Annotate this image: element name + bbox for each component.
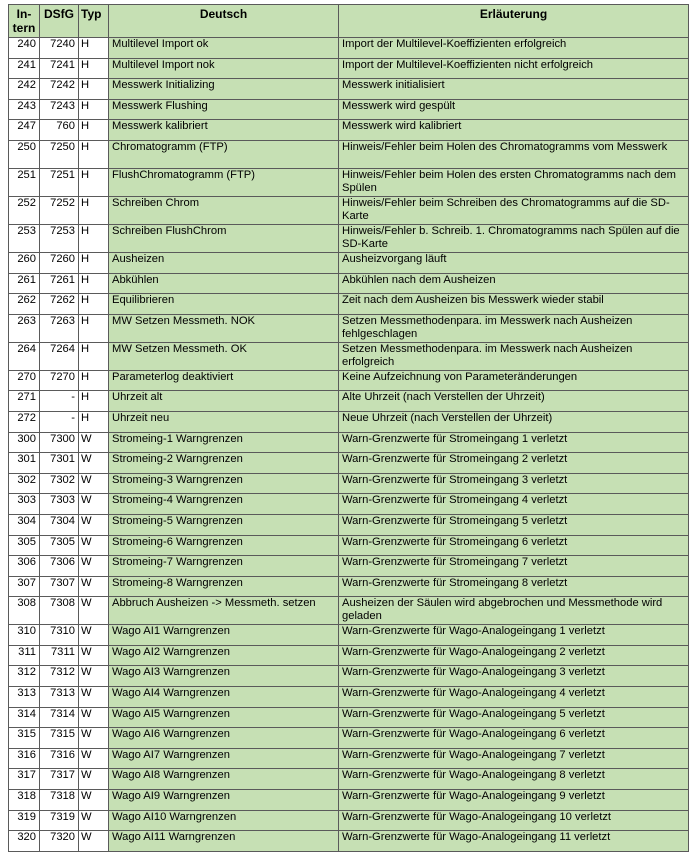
cell-typ: H xyxy=(79,411,109,432)
cell-intern: 318 xyxy=(9,790,40,811)
cell-deutsch: Ausheizen xyxy=(109,252,339,273)
header-typ: Typ xyxy=(79,5,109,38)
cell-erlaeuterung: Warn-Grenzwerte für Wago-Analogeingang 1 verletzt xyxy=(339,625,689,646)
cell-deutsch: Wago AI1 Warngrenzen xyxy=(109,625,339,646)
cell-intern: 241 xyxy=(9,58,40,79)
cell-typ: H xyxy=(79,99,109,120)
cell-erlaeuterung: Alte Uhrzeit (nach Verstellen der Uhrzeit) xyxy=(339,391,689,412)
cell-intern: 250 xyxy=(9,140,40,168)
cell-deutsch: Wago AI9 Warngrenzen xyxy=(109,790,339,811)
cell-intern: 304 xyxy=(9,514,40,535)
cell-dsfg: 7270 xyxy=(40,370,79,391)
table-row xyxy=(9,79,689,100)
table-row xyxy=(9,790,689,811)
cell-typ: H xyxy=(79,314,109,342)
cell-intern: 271 xyxy=(9,391,40,412)
table-row xyxy=(9,810,689,831)
cell-erlaeuterung: Warn-Grenzwerte für Stromeingang 3 verletzt xyxy=(339,473,689,494)
cell-erlaeuterung: Messwerk wird gespült xyxy=(339,99,689,120)
cell-erlaeuterung: Warn-Grenzwerte für Wago-Analogeingang 4 verletzt xyxy=(339,687,689,708)
cell-intern: 261 xyxy=(9,273,40,294)
cell-intern: 247 xyxy=(9,120,40,141)
table-row xyxy=(9,38,689,59)
cell-intern: 240 xyxy=(9,38,40,59)
cell-dsfg: 7313 xyxy=(40,687,79,708)
cell-typ: H xyxy=(79,342,109,370)
cell-deutsch: Abbruch Ausheizen -> Messmeth. setzen xyxy=(109,597,339,625)
table-row xyxy=(9,625,689,646)
table-row xyxy=(9,597,689,625)
cell-deutsch: Uhrzeit alt xyxy=(109,391,339,412)
cell-erlaeuterung: Warn-Grenzwerte für Stromeingang 8 verletzt xyxy=(339,576,689,597)
cell-typ: W xyxy=(79,748,109,769)
cell-deutsch: Abkühlen xyxy=(109,273,339,294)
cell-dsfg: 7253 xyxy=(40,224,79,252)
cell-deutsch: Wago AI10 Warngrenzen xyxy=(109,810,339,831)
cell-typ: H xyxy=(79,224,109,252)
table-row xyxy=(9,391,689,412)
cell-intern: 314 xyxy=(9,707,40,728)
table-row xyxy=(9,370,689,391)
cell-typ: H xyxy=(79,370,109,391)
cell-typ: W xyxy=(79,790,109,811)
cell-dsfg: 7262 xyxy=(40,294,79,315)
cell-intern: 264 xyxy=(9,342,40,370)
cell-erlaeuterung: Warn-Grenzwerte für Wago-Analogeingang 5 verletzt xyxy=(339,707,689,728)
cell-erlaeuterung: Warn-Grenzwerte für Wago-Analogeingang 9 verletzt xyxy=(339,790,689,811)
cell-deutsch: Schreiben Chrom xyxy=(109,196,339,224)
table-row xyxy=(9,707,689,728)
cell-typ: H xyxy=(79,168,109,196)
cell-typ: W xyxy=(79,576,109,597)
cell-intern: 306 xyxy=(9,556,40,577)
cell-dsfg: 7306 xyxy=(40,556,79,577)
cell-dsfg: 7242 xyxy=(40,79,79,100)
cell-deutsch: Wago AI4 Warngrenzen xyxy=(109,687,339,708)
table-row xyxy=(9,294,689,315)
cell-typ: W xyxy=(79,514,109,535)
cell-deutsch: Messwerk Flushing xyxy=(109,99,339,120)
cell-dsfg: 7263 xyxy=(40,314,79,342)
cell-typ: W xyxy=(79,666,109,687)
cell-dsfg: 7240 xyxy=(40,38,79,59)
cell-dsfg: 7303 xyxy=(40,494,79,515)
table-row xyxy=(9,514,689,535)
cell-deutsch: FlushChromatogramm (FTP) xyxy=(109,168,339,196)
cell-erlaeuterung: Messwerk initialisiert xyxy=(339,79,689,100)
table-row xyxy=(9,556,689,577)
cell-dsfg: 7315 xyxy=(40,728,79,749)
cell-typ: W xyxy=(79,810,109,831)
cell-dsfg: 7243 xyxy=(40,99,79,120)
cell-intern: 253 xyxy=(9,224,40,252)
cell-typ: H xyxy=(79,252,109,273)
cell-dsfg: 7251 xyxy=(40,168,79,196)
cell-typ: W xyxy=(79,728,109,749)
header-intern: In- tern xyxy=(9,5,40,38)
header-deutsch: Deutsch xyxy=(109,5,339,38)
cell-deutsch: Parameterlog deaktiviert xyxy=(109,370,339,391)
table-row xyxy=(9,687,689,708)
table-row xyxy=(9,432,689,453)
cell-deutsch: Stromeing-4 Warngrenzen xyxy=(109,494,339,515)
cell-intern: 272 xyxy=(9,411,40,432)
cell-deutsch: Stromeing-7 Warngrenzen xyxy=(109,556,339,577)
table-row xyxy=(9,314,689,342)
cell-dsfg: 760 xyxy=(40,120,79,141)
cell-erlaeuterung: Warn-Grenzwerte für Wago-Analogeingang 6 verletzt xyxy=(339,728,689,749)
cell-dsfg: 7307 xyxy=(40,576,79,597)
table-row xyxy=(9,453,689,474)
cell-intern: 316 xyxy=(9,748,40,769)
cell-typ: H xyxy=(79,79,109,100)
cell-erlaeuterung: Warn-Grenzwerte für Wago-Analogeingang 8 verletzt xyxy=(339,769,689,790)
header-erlaeuterung: Erläuterung xyxy=(339,5,689,38)
cell-dsfg: 7261 xyxy=(40,273,79,294)
cell-intern: 251 xyxy=(9,168,40,196)
cell-typ: H xyxy=(79,58,109,79)
cell-typ: W xyxy=(79,494,109,515)
cell-intern: 319 xyxy=(9,810,40,831)
cell-dsfg: 7318 xyxy=(40,790,79,811)
cell-dsfg: 7252 xyxy=(40,196,79,224)
cell-erlaeuterung: Import der Multilevel-Koeffizienten erfolgreich xyxy=(339,38,689,59)
table-row xyxy=(9,168,689,196)
cell-typ: W xyxy=(79,473,109,494)
cell-erlaeuterung: Setzen Messmethodenpara. im Messwerk nach Ausheizen erfolgreich xyxy=(339,342,689,370)
cell-deutsch: Stromeing-5 Warngrenzen xyxy=(109,514,339,535)
cell-intern: 270 xyxy=(9,370,40,391)
cell-intern: 260 xyxy=(9,252,40,273)
cell-erlaeuterung: Warn-Grenzwerte für Wago-Analogeingang 11 verletzt xyxy=(339,831,689,852)
table-row xyxy=(9,769,689,790)
cell-erlaeuterung: Hinweis/Fehler beim Holen des ersten Chromatogramms nach dem Spülen xyxy=(339,168,689,196)
cell-erlaeuterung: Warn-Grenzwerte für Stromeingang 6 verletzt xyxy=(339,535,689,556)
cell-typ: W xyxy=(79,597,109,625)
cell-deutsch: Stromeing-6 Warngrenzen xyxy=(109,535,339,556)
cell-erlaeuterung: Ausheizen der Säulen wird abgebrochen und Messmethode wird geladen xyxy=(339,597,689,625)
cell-deutsch: Wago AI8 Warngrenzen xyxy=(109,769,339,790)
cell-erlaeuterung: Warn-Grenzwerte für Stromeingang 1 verletzt xyxy=(339,432,689,453)
cell-deutsch: Wago AI6 Warngrenzen xyxy=(109,728,339,749)
cell-typ: W xyxy=(79,625,109,646)
cell-dsfg: 7260 xyxy=(40,252,79,273)
cell-deutsch: Wago AI2 Warngrenzen xyxy=(109,645,339,666)
cell-dsfg: 7317 xyxy=(40,769,79,790)
cell-dsfg: 7314 xyxy=(40,707,79,728)
cell-deutsch: Uhrzeit neu xyxy=(109,411,339,432)
cell-deutsch: Stromeing-1 Warngrenzen xyxy=(109,432,339,453)
cell-intern: 317 xyxy=(9,769,40,790)
cell-typ: W xyxy=(79,556,109,577)
cell-erlaeuterung: Hinweis/Fehler b. Schreib. 1. Chromatogramms nach Spülen auf die SD-Karte xyxy=(339,224,689,252)
cell-intern: 302 xyxy=(9,473,40,494)
meldungen-table-container xyxy=(8,4,689,852)
cell-erlaeuterung: Zeit nach dem Ausheizen bis Messwerk wieder stabil xyxy=(339,294,689,315)
cell-intern: 262 xyxy=(9,294,40,315)
cell-deutsch: Messwerk Initializing xyxy=(109,79,339,100)
cell-intern: 303 xyxy=(9,494,40,515)
table-row xyxy=(9,58,689,79)
cell-deutsch: Messwerk kalibriert xyxy=(109,120,339,141)
cell-erlaeuterung: Keine Aufzeichnung von Parameteränderungen xyxy=(339,370,689,391)
table-row xyxy=(9,273,689,294)
cell-dsfg: 7319 xyxy=(40,810,79,831)
table-row xyxy=(9,411,689,432)
cell-typ: W xyxy=(79,535,109,556)
table-row xyxy=(9,99,689,120)
cell-erlaeuterung: Warn-Grenzwerte für Stromeingang 2 verletzt xyxy=(339,453,689,474)
cell-deutsch: Wago AI5 Warngrenzen xyxy=(109,707,339,728)
cell-typ: W xyxy=(79,687,109,708)
cell-intern: 307 xyxy=(9,576,40,597)
table-row xyxy=(9,494,689,515)
cell-dsfg: 7316 xyxy=(40,748,79,769)
table-row xyxy=(9,831,689,852)
cell-intern: 310 xyxy=(9,625,40,646)
table-row xyxy=(9,473,689,494)
cell-erlaeuterung: Hinweis/Fehler beim Schreiben des Chromatogramms auf die SD-Karte xyxy=(339,196,689,224)
table-row xyxy=(9,224,689,252)
cell-erlaeuterung: Abkühlen nach dem Ausheizen xyxy=(339,273,689,294)
cell-dsfg: 7308 xyxy=(40,597,79,625)
cell-deutsch: Chromatogramm (FTP) xyxy=(109,140,339,168)
table-row xyxy=(9,342,689,370)
cell-intern: 312 xyxy=(9,666,40,687)
cell-erlaeuterung: Setzen Messmethodenpara. im Messwerk nach Ausheizen fehlgeschlagen xyxy=(339,314,689,342)
cell-intern: 243 xyxy=(9,99,40,120)
cell-deutsch: Stromeing-2 Warngrenzen xyxy=(109,453,339,474)
cell-deutsch: Stromeing-3 Warngrenzen xyxy=(109,473,339,494)
cell-intern: 313 xyxy=(9,687,40,708)
cell-intern: 242 xyxy=(9,79,40,100)
cell-erlaeuterung: Warn-Grenzwerte für Wago-Analogeingang 2 verletzt xyxy=(339,645,689,666)
cell-intern: 263 xyxy=(9,314,40,342)
table-row xyxy=(9,120,689,141)
cell-dsfg: - xyxy=(40,391,79,412)
cell-deutsch: Schreiben FlushChrom xyxy=(109,224,339,252)
table-body xyxy=(9,38,689,852)
cell-intern: 252 xyxy=(9,196,40,224)
header-row xyxy=(9,5,689,38)
cell-dsfg: 7264 xyxy=(40,342,79,370)
cell-dsfg: 7312 xyxy=(40,666,79,687)
cell-deutsch: Multilevel Import ok xyxy=(109,38,339,59)
cell-dsfg: 7301 xyxy=(40,453,79,474)
cell-erlaeuterung: Import der Multilevel-Koeffizienten nicht erfolgreich xyxy=(339,58,689,79)
cell-typ: H xyxy=(79,273,109,294)
cell-erlaeuterung: Warn-Grenzwerte für Wago-Analogeingang 7 verletzt xyxy=(339,748,689,769)
cell-intern: 305 xyxy=(9,535,40,556)
cell-typ: W xyxy=(79,831,109,852)
cell-deutsch: Equilibrieren xyxy=(109,294,339,315)
cell-dsfg: 7304 xyxy=(40,514,79,535)
cell-deutsch: Stromeing-8 Warngrenzen xyxy=(109,576,339,597)
table-row xyxy=(9,140,689,168)
meldungen-table xyxy=(8,4,689,852)
cell-dsfg: 7302 xyxy=(40,473,79,494)
table-row xyxy=(9,728,689,749)
cell-erlaeuterung: Warn-Grenzwerte für Stromeingang 5 verletzt xyxy=(339,514,689,535)
cell-typ: H xyxy=(79,196,109,224)
cell-deutsch: Wago AI3 Warngrenzen xyxy=(109,666,339,687)
table-row xyxy=(9,535,689,556)
cell-dsfg: 7305 xyxy=(40,535,79,556)
cell-erlaeuterung: Neue Uhrzeit (nach Verstellen der Uhrzeit) xyxy=(339,411,689,432)
cell-typ: W xyxy=(79,453,109,474)
cell-intern: 320 xyxy=(9,831,40,852)
cell-typ: H xyxy=(79,140,109,168)
cell-erlaeuterung: Hinweis/Fehler beim Holen des Chromatogramms vom Messwerk xyxy=(339,140,689,168)
cell-intern: 308 xyxy=(9,597,40,625)
cell-erlaeuterung: Warn-Grenzwerte für Wago-Analogeingang 10 verletzt xyxy=(339,810,689,831)
table-row xyxy=(9,252,689,273)
cell-intern: 311 xyxy=(9,645,40,666)
cell-erlaeuterung: Messwerk wird kalibriert xyxy=(339,120,689,141)
cell-typ: W xyxy=(79,769,109,790)
cell-deutsch: MW Setzen Messmeth. OK xyxy=(109,342,339,370)
cell-typ: H xyxy=(79,120,109,141)
cell-erlaeuterung: Warn-Grenzwerte für Wago-Analogeingang 3 verletzt xyxy=(339,666,689,687)
cell-dsfg: - xyxy=(40,411,79,432)
table-row xyxy=(9,666,689,687)
cell-deutsch: Wago AI7 Warngrenzen xyxy=(109,748,339,769)
cell-erlaeuterung: Warn-Grenzwerte für Stromeingang 7 verletzt xyxy=(339,556,689,577)
table-header xyxy=(9,5,689,38)
cell-erlaeuterung: Ausheizvorgang läuft xyxy=(339,252,689,273)
cell-erlaeuterung: Warn-Grenzwerte für Stromeingang 4 verletzt xyxy=(339,494,689,515)
cell-dsfg: 7311 xyxy=(40,645,79,666)
cell-dsfg: 7310 xyxy=(40,625,79,646)
table-row xyxy=(9,645,689,666)
cell-typ: W xyxy=(79,432,109,453)
cell-intern: 300 xyxy=(9,432,40,453)
cell-typ: H xyxy=(79,294,109,315)
table-row xyxy=(9,748,689,769)
cell-dsfg: 7250 xyxy=(40,140,79,168)
table-row xyxy=(9,196,689,224)
cell-typ: W xyxy=(79,645,109,666)
cell-deutsch: Wago AI11 Warngrenzen xyxy=(109,831,339,852)
table-row xyxy=(9,576,689,597)
cell-intern: 315 xyxy=(9,728,40,749)
cell-typ: H xyxy=(79,391,109,412)
cell-typ: W xyxy=(79,707,109,728)
cell-dsfg: 7300 xyxy=(40,432,79,453)
cell-dsfg: 7320 xyxy=(40,831,79,852)
cell-dsfg: 7241 xyxy=(40,58,79,79)
header-dsfg: DSfG xyxy=(40,5,79,38)
cell-typ: H xyxy=(79,38,109,59)
cell-deutsch: MW Setzen Messmeth. NOK xyxy=(109,314,339,342)
cell-intern: 301 xyxy=(9,453,40,474)
cell-deutsch: Multilevel Import nok xyxy=(109,58,339,79)
